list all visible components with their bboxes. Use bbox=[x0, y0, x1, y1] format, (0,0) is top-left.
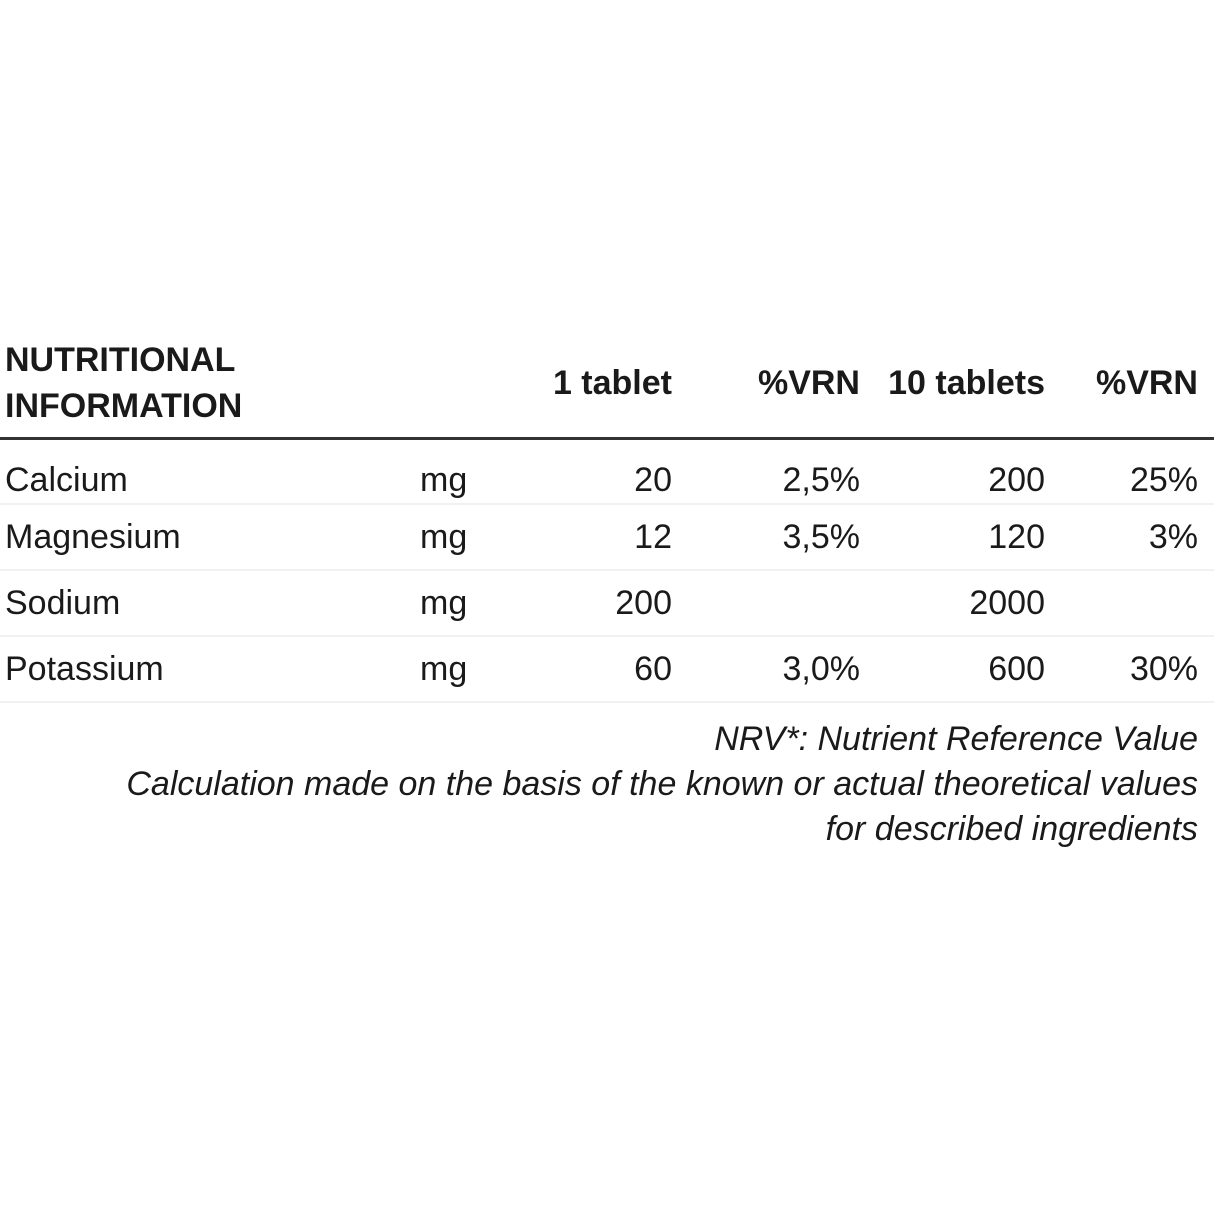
nutrient-unit: mg bbox=[420, 570, 540, 636]
nutrient-name: Calcium bbox=[0, 438, 420, 504]
table-title: NUTRITIONAL INFORMATION bbox=[5, 341, 243, 426]
table-row-potassium bbox=[0, 636, 1214, 702]
value-per-10-tablets: 120 bbox=[860, 504, 1045, 570]
value-per-10-tablets: 600 bbox=[860, 636, 1045, 702]
value-per-10-tablets: 200 bbox=[860, 438, 1045, 504]
column-header-vrn-1: %VRN bbox=[672, 330, 860, 438]
nutrient-unit: mg bbox=[420, 504, 540, 570]
vrn-per-tablet: 2,5% bbox=[672, 438, 860, 504]
value-per-tablet: 12 bbox=[540, 504, 672, 570]
nutrient-name: Sodium bbox=[0, 570, 420, 636]
footnote-nrv: NRV*: Nutrient Reference Value bbox=[714, 720, 1198, 758]
nutrient-name: Potassium bbox=[0, 636, 420, 702]
header-row bbox=[0, 330, 1214, 438]
nutrient-name: Magnesium bbox=[0, 504, 420, 570]
value-per-10-tablets: 2000 bbox=[860, 570, 1045, 636]
column-header-1-tablet: 1 tablet bbox=[540, 330, 672, 438]
table-title-cell bbox=[0, 330, 420, 438]
column-header-10-tablets: 10 tablets bbox=[860, 330, 1045, 438]
footnotes bbox=[0, 703, 1214, 852]
vrn-per-10-tablets: 30% bbox=[1045, 636, 1214, 702]
table-row-sodium bbox=[0, 570, 1214, 636]
vrn-per-10-tablets: 25% bbox=[1045, 438, 1214, 504]
table-row-magnesium bbox=[0, 504, 1214, 570]
value-per-tablet: 200 bbox=[540, 570, 672, 636]
nutrient-unit: mg bbox=[420, 636, 540, 702]
unit-column-header bbox=[420, 330, 540, 438]
nutrition-table bbox=[0, 330, 1214, 703]
column-header-vrn-10: %VRN bbox=[1045, 330, 1214, 438]
vrn-per-tablet: 3,5% bbox=[672, 504, 860, 570]
vrn-per-tablet: 3,0% bbox=[672, 636, 860, 702]
nutrient-unit: mg bbox=[420, 438, 540, 504]
value-per-tablet: 20 bbox=[540, 438, 672, 504]
vrn-per-10-tablets bbox=[1045, 570, 1214, 636]
vrn-per-tablet bbox=[672, 570, 860, 636]
table-row-calcium bbox=[0, 438, 1214, 504]
value-per-tablet: 60 bbox=[540, 636, 672, 702]
vrn-per-10-tablets: 3% bbox=[1045, 504, 1214, 570]
footnote-calculation: Calculation made on the basis of the known or actual theoretical values for described ingredients bbox=[126, 765, 1198, 848]
